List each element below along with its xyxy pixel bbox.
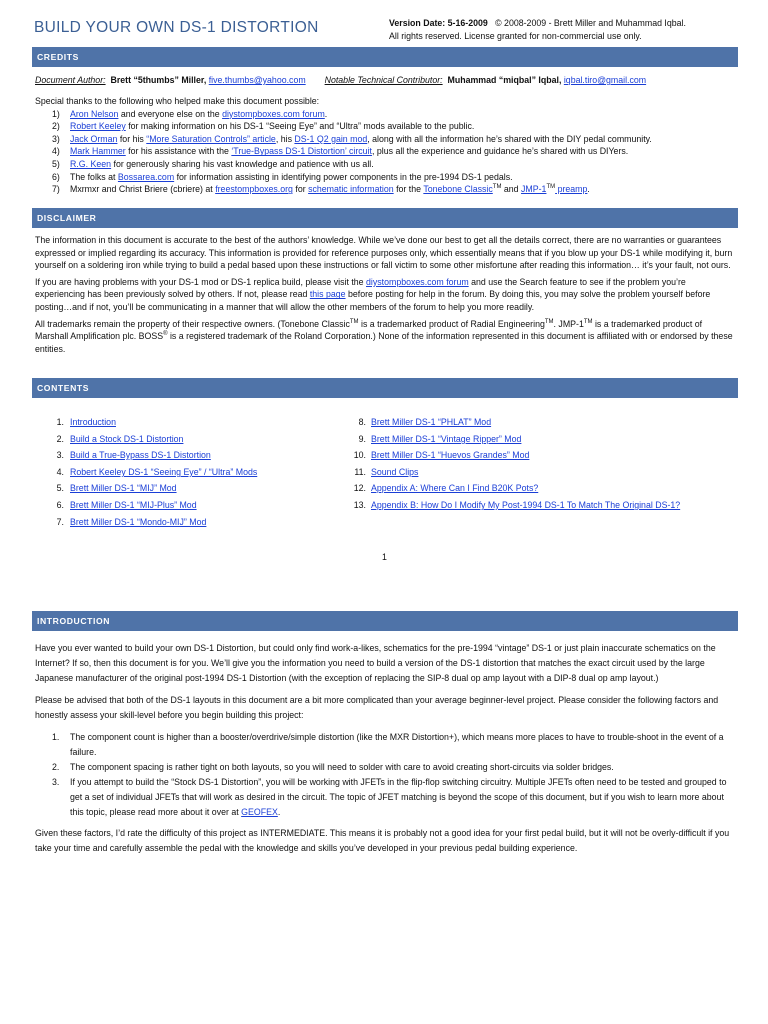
intro-factor-text: The component count is higher than a booster/overdrive/simple distortion (like the MXR Distortion+), which means more places to have to trouble-shoot in the event of a failure. (70, 732, 724, 757)
thanks-item-text: for generously sharing his vast knowledge and patience with us all. (111, 158, 374, 169)
thanks-item (35, 145, 735, 158)
rights-notice: All rights reserved. License granted for non-commercial use only. (389, 31, 642, 41)
toc-item-link[interactable]: Brett Miller DS-1 “Mondo-MIJ” Mod (70, 517, 207, 527)
disclaimer-text: is a trademarked product of Marshall Amplification plc. BOSS (35, 318, 703, 342)
thanks-item-number: 6) (52, 171, 60, 182)
toc-item-number: 9. (358, 434, 366, 444)
thanks-item-number: 2) (52, 121, 60, 132)
thanks-intro: Special thanks to the following who helped make this document possible: (35, 96, 320, 106)
thanks-item-link[interactable]: Tonebone Classic (423, 184, 493, 195)
version-info (389, 17, 686, 43)
intro-factor-list (35, 730, 735, 820)
thanks-item-text: for his assistance with the (125, 146, 232, 157)
thanks-item-number: 7) (52, 184, 60, 195)
introduction-body (35, 641, 735, 856)
thanks-item-link[interactable]: ‘True-Bypass DS-1 Distortion’ circuit (231, 146, 372, 157)
intro-factor-number: 2. (52, 762, 60, 772)
thanks-item-text: and (501, 184, 522, 195)
disclaimer-paragraph-1: The information in this document is accurate to the best of the authors’ knowledge. While we’ve done our best to get all the details correct, there are no warranties or guarantees expressed or implied regarding its accuracy. This information is provided for reference purposes only, which essentially means that if you blow up your DS-1 while modifying it, burn yourself on a soldering iron while trying to build a pedal based upon these instructions or fall victim to some other misfortune after reading this information… it’s your fault, not ours. (35, 235, 733, 271)
toc-item-link[interactable]: Introduction (70, 417, 116, 427)
thanks-item-link[interactable]: Bossarea.com (117, 171, 175, 182)
intro-factor-item (35, 730, 735, 760)
disclaimer-text: before posting for help in the forum. By doing this, you may solve the problem yourself before posting…and if not, you’ll be communicating in a manner that will allow the other members of the forum to help you more readily. (35, 289, 711, 312)
disclaimer-link[interactable]: this page (309, 289, 346, 300)
intro-factor-text: . (277, 807, 281, 817)
toc-item-number: 7. (56, 517, 64, 527)
toc-item-number: 3. (56, 450, 64, 460)
page-number: 1 (382, 552, 387, 562)
thanks-item-text: and everyone else on the (118, 108, 223, 119)
toc-item-link[interactable]: Brett Miller DS-1 “MIJ-Plus” Mod (70, 500, 197, 510)
trademark-mark: TM (349, 318, 359, 325)
thanks-item-link[interactable]: Jack Orman (70, 133, 118, 144)
thanks-item-link[interactable]: JMP-1 (521, 184, 547, 195)
thanks-item-link[interactable]: “More Saturation Controls” article (146, 133, 276, 144)
toc-item-number: 12. (353, 483, 366, 493)
thanks-item-text: . (324, 108, 328, 119)
toc-item-link[interactable]: Appendix B: How Do I Modify My Post-1994 DS-1 To Match The Original DS-1? (371, 500, 681, 510)
disclaimer-paragraph-2 (35, 276, 735, 314)
toc-item-link[interactable]: Sound Clips (371, 467, 419, 477)
thanks-item-number: 1) (52, 108, 60, 119)
thanks-item-link[interactable]: Robert Keeley (70, 121, 126, 132)
toc-item-link[interactable]: Build a True-Bypass DS-1 Distortion (70, 450, 211, 460)
thanks-item-text: Mxrmxr and Christ Briere (cbriere) at (70, 184, 216, 195)
author-label: Document Author: (35, 75, 106, 85)
disclaimer-heading: DISCLAIMER (32, 208, 738, 228)
toc-item-number: 13. (353, 500, 366, 510)
contributor-label: Notable Technical Contributor: (324, 75, 443, 85)
thanks-item-link[interactable]: DS-1 Q2 gain mod (294, 133, 368, 144)
intro-factor-text: If you attempt to build the “Stock DS-1 Distortion”, you will be working with JFETs in the flip-flop switching circuitry. Multiple JFETs often need to be tested and grouped to get a set of individual JFETs that will work as desired in the circuit. The topic of JFET matching is beyond the scope of this document, but if you wish to learn more about this topic, please read more about it over at (70, 777, 727, 817)
contributor-email-link[interactable]: iqbal.tiro@gmail.com (563, 75, 647, 85)
toc-item-number: 6. (56, 500, 64, 510)
contents-heading: CONTENTS (32, 378, 738, 398)
toc-item-number: 4. (56, 467, 64, 477)
toc-item-link[interactable]: Build a Stock DS-1 Distortion (70, 434, 184, 444)
thanks-item (35, 133, 735, 146)
toc-item-number: 1. (56, 417, 64, 427)
intro-factor-item (35, 760, 735, 775)
trademark-mark: TM (583, 318, 593, 325)
trademark-mark: TM (492, 184, 502, 191)
toc-item-link[interactable]: Brett Miller DS-1 “MIJ” Mod (70, 483, 177, 493)
toc-item-number: 11. (354, 467, 366, 477)
toc-item-link[interactable]: Brett Miller DS-1 “PHLAT” Mod (371, 417, 492, 427)
toc-item-link[interactable]: Robert Keeley DS-1 “Seeing Eye” / “Ultra” Mods (70, 467, 258, 477)
thanks-section (35, 95, 735, 196)
copyright: © 2008-2009 - Brett Miller and Muhammad Iqbal. (495, 18, 686, 28)
toc-item-link[interactable]: Brett Miller DS-1 “Vintage Ripper” Mod (371, 434, 522, 444)
thanks-item (35, 108, 735, 121)
intro-factor-link[interactable]: GEOFEX (241, 807, 278, 817)
thanks-item (35, 120, 735, 133)
thanks-item-link[interactable]: schematic information (308, 184, 394, 195)
thanks-item-text: , plus all the experience and guidance he’s shared with us DIYers. (371, 146, 629, 157)
thanks-item-text: . (587, 184, 590, 195)
thanks-item-text: for information assisting in identifying power components in the pre-1994 DS-1 pedals. (174, 171, 513, 182)
disclaimer-paragraph-3 (35, 318, 735, 356)
intro-paragraph-2: Please be advised that both of the DS-1 layouts in this document are a bit more complicated than your average beginner-level project. Please consider the following factors and honestly assess your skill-level before you begin building this project: (35, 695, 719, 720)
author-name: Brett “5thumbs” Miller, (110, 75, 207, 85)
version-date: Version Date: 5-16-2009 (389, 18, 488, 28)
toc-item-number: 10. (353, 450, 366, 460)
trademark-mark: TM (544, 318, 554, 325)
toc-item-number: 2. (56, 434, 64, 444)
thanks-item-number: 3) (52, 133, 60, 144)
introduction-heading: INTRODUCTION (32, 611, 738, 631)
disclaimer-text: . JMP-1 (553, 318, 584, 329)
disclaimer-text: and use the Search feature to see if the problem you’re experiencing has been previously solved by others. If not, please read (35, 276, 686, 300)
thanks-item-text: , his (275, 133, 295, 144)
thanks-list (35, 108, 735, 196)
thanks-item-link[interactable]: diystompboxes.com forum (222, 108, 325, 119)
thanks-item-link[interactable]: Aron Nelson (70, 108, 119, 119)
author-email-link[interactable]: five.thumbs@yahoo.com (208, 75, 306, 85)
disclaimer-link[interactable]: diystompboxes.com forum (366, 276, 469, 287)
toc-item-number: 8. (358, 417, 366, 427)
contributor-name: Muhammad “miqbal” Iqbal, (447, 75, 562, 85)
credits-authors (35, 74, 735, 87)
thanks-item-link[interactable]: Mark Hammer (70, 146, 126, 157)
trademark-mark: TM (546, 184, 556, 191)
thanks-item-text: for his (117, 133, 147, 144)
intro-paragraph-1: Have you ever wanted to build your own DS-1 Distortion, but could only find work-a-likes, schematics for the pre-1994 “vintage” DS-1 or just plain inaccurate schematics on the Internet? If so, then this document is for you. We’ll give you the information you need to build a version of the DS-1 distortion that matches the exact circuit used by the large Japanese manufacturer of the original post-1994 DS-1 Distortion (with the exception of replacing the SIP-8 dual op amp layout with a DIP-8 dual op amp layout.) (35, 643, 716, 683)
thanks-item-text: for the (393, 184, 424, 195)
thanks-item-number: 4) (52, 146, 60, 157)
thanks-item-text: , along with all the information he’s shared with the DIY pedal community. (367, 133, 652, 144)
disclaimer-text: is a registered trademark of the Roland Corporation.) None of the information represented in this document is affiliated with or endorsed by these entities. (35, 331, 733, 354)
thanks-item (35, 158, 735, 171)
disclaimer-text: All trademarks remain the property of their respective owners. (Tonebone Classic (35, 318, 350, 329)
toc-item-link[interactable]: Brett Miller DS-1 “Huevos Grandes” Mod (371, 450, 530, 460)
trademark-mark: ® (163, 331, 168, 338)
disclaimer-text: If you are having problems with your DS-1 mod or DS-1 replica build, please visit the (35, 276, 367, 287)
intro-factor-item (35, 775, 735, 820)
thanks-item-text: for making information on his DS-1 “Seeing Eye” and “Ultra” mods available to the public. (125, 121, 475, 132)
intro-factor-text: The component spacing is rather tight on both layouts, so you will need to solder with care to avoid creating short-circuits via solder bridges. (70, 762, 614, 772)
thanks-item-link[interactable]: freestompboxes.org (215, 184, 293, 195)
intro-factor-number: 1. (52, 732, 60, 742)
thanks-item-text: for (292, 184, 309, 195)
disclaimer-text: is a trademarked product of Radial Engineering (358, 318, 545, 329)
thanks-item-text: The folks at (70, 171, 118, 182)
toc-item-link[interactable]: Appendix A: Where Can I Find B20K Pots? (371, 483, 539, 493)
document-title: BUILD YOUR OWN DS-1 DISTORTION (34, 19, 319, 36)
disclaimer-body (35, 234, 735, 355)
thanks-item-link[interactable]: preamp (555, 184, 588, 195)
intro-paragraph-3: Given these factors, I’d rate the difficulty of this project as INTERMEDIATE. This means it is probably not a good idea for your first pedal build, but it will not be overly-difficult if you take your time and carefully assemble the pedal with the knowledge and skills you’ve developed in your previous pedal building experience. (35, 828, 730, 853)
intro-factor-number: 3. (52, 777, 60, 787)
thanks-item-number: 5) (52, 158, 60, 169)
thanks-item (35, 171, 735, 184)
thanks-item-link[interactable]: R.G. Keen (70, 158, 112, 169)
thanks-item (35, 183, 735, 196)
credits-heading: CREDITS (32, 47, 738, 67)
toc-item-number: 5. (56, 483, 64, 493)
